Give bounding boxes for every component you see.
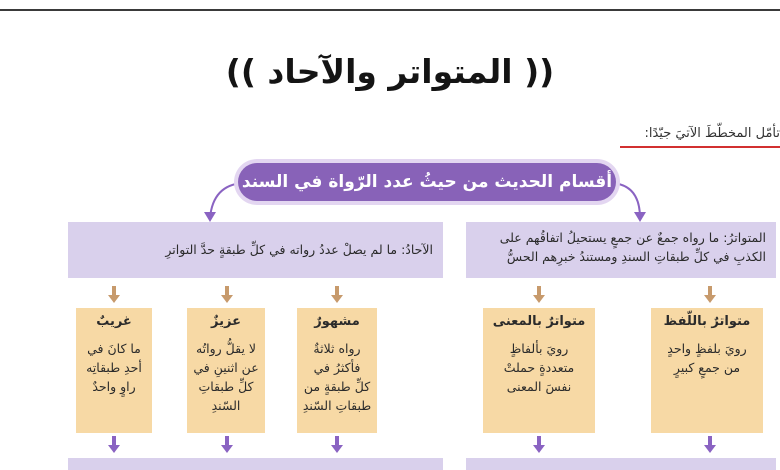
sub-mashhur-desc <box>301 339 373 415</box>
sub-mutawatir-lafz-desc <box>655 339 759 377</box>
page-title: (( المتواتر والآحاد )) <box>225 52 555 91</box>
arrow-to-mashhur <box>331 286 343 304</box>
arrow-below-mutawatir-maana <box>533 436 545 454</box>
sub-mutawatir-maana-title: متواترٌ بالمعنى <box>492 314 586 329</box>
branch-mutawatir-line1: المتواترُ: ما رواه جمعٌ عن جمعٍ يستحيلُ اتفاقُهم على <box>499 230 766 245</box>
arrow-below-mutawatir-lafz <box>704 436 716 454</box>
sub-mutawatir-maana <box>483 308 595 433</box>
arrow-to-mutawatir-lafz <box>704 286 716 304</box>
instruction-text: تأمّل المخطّطَ الآتيَ جيّدًا: <box>644 126 780 141</box>
sub-gharib-title: غريبٌ <box>96 314 132 329</box>
desc-line: رواه ثلاثةٌ <box>313 341 361 356</box>
desc-line: متعددةٍ حملتْ <box>503 360 575 375</box>
desc-line: كلِّ طبقةٍ من <box>303 379 371 394</box>
sub-aziz-desc <box>191 339 261 415</box>
arrow-to-mutawatir-maana <box>533 286 545 304</box>
desc-line: أحدِ طبقاتِه <box>86 360 142 375</box>
branch-ahad: الآحادُ: ما لم يصلْ عددُ رواته في كلِّ طبقةٍ حدَّ التواترِ <box>68 222 443 278</box>
bottom-box-ahad <box>68 458 443 470</box>
desc-line: رويَ بألفاظٍ <box>509 341 569 356</box>
desc-line: عن اثنينِ في <box>193 360 259 375</box>
desc-line: نفسَ المعنى <box>506 379 572 394</box>
sub-gharib <box>76 308 152 433</box>
desc-line: رويَ بلفظٍ واحدٍ <box>667 341 747 356</box>
desc-line: ما كانَ في <box>87 341 141 356</box>
sub-mutawatir-lafz-title: متواترٌ باللّفظ <box>663 314 751 329</box>
curve-arrowhead-mutawatir <box>634 212 646 222</box>
desc-line: طبقاتِ السّندِ <box>302 398 372 413</box>
desc-line: من جمعٍ كبيرٍ <box>673 360 741 375</box>
arrow-to-aziz <box>221 286 233 304</box>
arrow-to-gharib <box>108 286 120 304</box>
arrow-below-aziz <box>221 436 233 454</box>
sub-gharib-desc <box>80 339 148 396</box>
branch-mutawatir-line2: الكذبِ في كلِّ طبقاتِ السندِ ومستندُ خبرِهم الحسُّ <box>506 249 766 264</box>
curve-arrowhead-ahad <box>204 212 216 222</box>
sub-mutawatir-maana-desc <box>487 339 591 396</box>
branch-mutawatir <box>466 222 776 278</box>
desc-line: السّندِ <box>211 398 241 413</box>
bottom-box-mutawatir <box>466 458 776 470</box>
arrow-below-gharib <box>108 436 120 454</box>
root-node: أقسام الحديث من حيثُ عدد الرّواة في السند <box>238 163 616 201</box>
desc-line: فأكثرُ في <box>313 360 361 375</box>
desc-line: كلِّ طبقاتِ <box>198 379 254 394</box>
sub-aziz <box>187 308 265 433</box>
sub-aziz-title: عزيزٌ <box>211 314 241 329</box>
desc-line: لا يقلُّ رواتُه <box>195 341 257 356</box>
sub-mutawatir-lafz <box>651 308 763 433</box>
sub-mashhur-title: مشهورٌ <box>314 314 360 329</box>
arrow-below-mashhur <box>331 436 343 454</box>
sub-mashhur <box>297 308 377 433</box>
desc-line: راوٍ واحدٌ <box>92 379 136 394</box>
